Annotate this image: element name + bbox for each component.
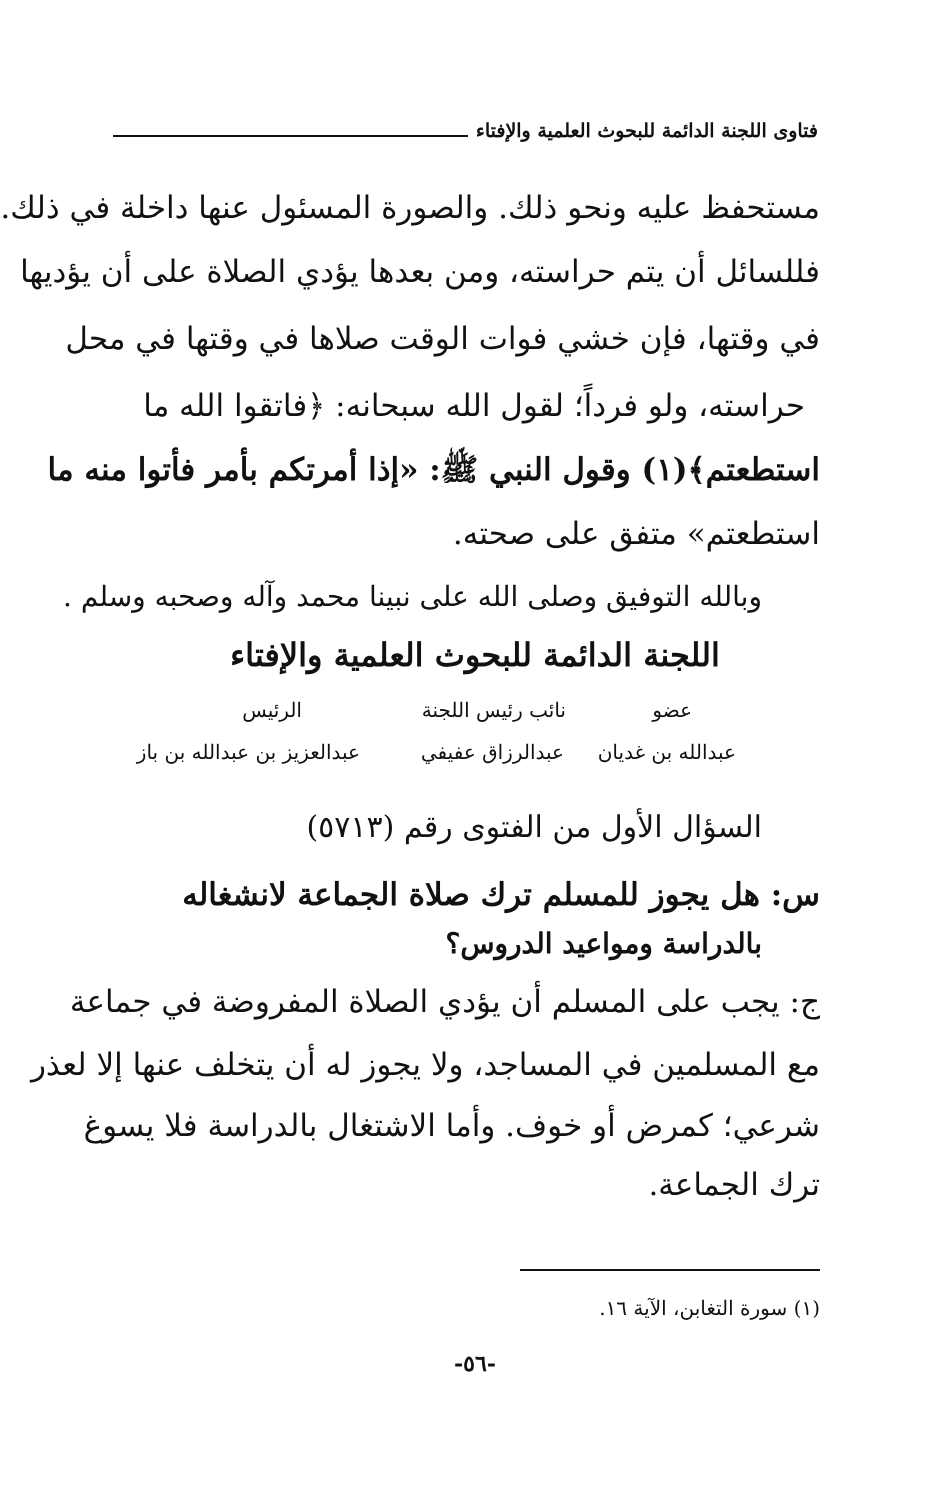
answer-line-3: شرعي؛ كمرض أو خوف. وأما الاشتغال بالدراسة فلا يسوغ	[83, 1108, 820, 1144]
page-number: -٥٦-	[454, 1351, 496, 1377]
fatwa-question-title: السؤال الأول من الفتوى رقم (٥٧١٣)	[306, 810, 762, 845]
signatory-chair: عبدالعزيز بن عبدالله بن باز	[136, 740, 360, 764]
footnote-rule	[520, 1269, 820, 1271]
role-deputy-chair: نائب رئيس اللجنة	[421, 698, 566, 722]
body-line-1: مستحفظ عليه ونحو ذلك. والصورة المسئول عنها داخلة في ذلك.	[0, 190, 820, 226]
role-chair: الرئيس	[242, 698, 302, 722]
body-line-4: حراسته، ولو فرداً؛ لقول الله سبحانه: ﴿فاتقوا الله ما	[143, 388, 805, 424]
signatory-deputy-chair: عبدالرزاق عفيفي	[420, 740, 564, 764]
body-line-2: فللسائل أن يتم حراسته، ومن بعدها يؤدي الصلاة على أن يؤديها	[20, 254, 820, 290]
body-line-3: في وقتها، فإن خشي فوات الوقت صلاها في وقتها في محل	[65, 321, 820, 357]
question-line-1: س: هل يجوز للمسلم ترك صلاة الجماعة لانشغاله	[182, 877, 820, 913]
answer-line-1: ج: يجب على المسلم أن يؤدي الصلاة المفروضة في جماعة	[69, 984, 820, 1020]
committee-title: اللجنة الدائمة للبحوث العلمية والإفتاء	[230, 636, 720, 674]
closing-line: وبالله التوفيق وصلى الله على نبينا محمد وآله وصحبه وسلم .	[63, 580, 762, 613]
running-header: فتاوى اللجنة الدائمة للبحوث العلمية والإفتاء	[475, 120, 818, 142]
header-rule	[113, 135, 468, 137]
role-member: عضو	[652, 698, 692, 722]
answer-line-4: ترك الجماعة.	[648, 1167, 820, 1203]
body-line-6: استطعتم» متفق على صحته.	[452, 516, 820, 552]
question-line-2: بالدراسة ومواعيد الدروس؟	[445, 927, 762, 960]
footnote: (١) سورة التغابن، الآية ١٦.	[599, 1296, 820, 1320]
body-line-5: استطعتم﴾(١) وقول النبي ﷺ: «إذا أمرتكم بأمر فأتوا منه ما	[47, 452, 820, 488]
answer-line-2: مع المسلمين في المساجد، ولا يجوز له أن يتخلف عنها إلا لعذر	[30, 1047, 820, 1083]
signatory-member: عبدالله بن غديان	[597, 740, 736, 764]
